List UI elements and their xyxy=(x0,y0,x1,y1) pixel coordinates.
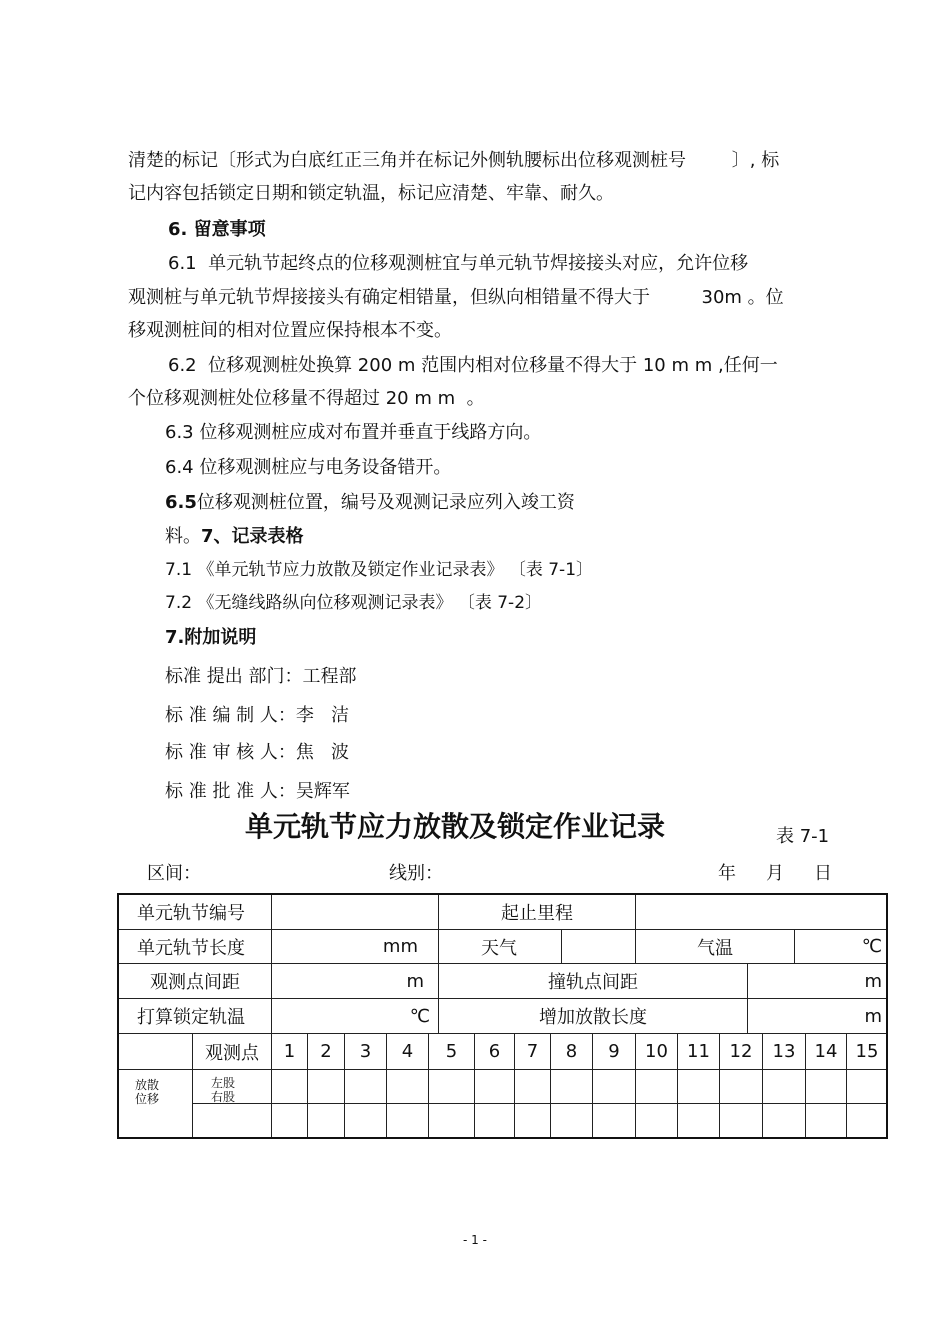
section-heading: 6. 留意事项 xyxy=(168,219,266,240)
month-label: 月 xyxy=(766,863,784,884)
obs-point-header: 14 xyxy=(805,1033,847,1070)
cell-obs-spacing-label: 观测点间距 xyxy=(118,963,272,999)
obs-point-header: 2 xyxy=(307,1033,345,1070)
obs-value-cell[interactable] xyxy=(592,1103,636,1138)
obs-point-header: 9 xyxy=(592,1033,636,1070)
cell-blank xyxy=(118,1033,193,1070)
obs-value-cell[interactable] xyxy=(386,1103,429,1138)
year-label: 年 xyxy=(718,863,736,884)
cell-mileage-value[interactable] xyxy=(635,894,887,930)
obs-value-cell[interactable] xyxy=(474,1069,515,1104)
paragraph-line: 6.1 单元轨节起终点的位移观测桩宜与单元轨节焊接接头对应，允许位移 xyxy=(168,253,749,274)
cell-unit-length-value[interactable]: mm xyxy=(271,929,439,964)
obs-value-cell[interactable] xyxy=(762,1103,806,1138)
line-label: 线别： xyxy=(389,863,443,884)
paragraph-line: 清楚的标记〔形式为白底红正三角并在标记外侧轨腰标出位移观测桩号 〕, 标 xyxy=(128,150,780,171)
cell-blank xyxy=(192,1103,272,1138)
cell-weather-value[interactable] xyxy=(561,929,636,964)
paragraph-line: 6.2 位移观测桩处换算 200 m 范围内相对位移量不得大于 10 m m ,任何一 xyxy=(168,355,778,376)
obs-value-cell[interactable] xyxy=(846,1069,888,1104)
paragraph-line: 移观测桩间的相对位置应保持根本不变。 xyxy=(128,320,452,341)
page-number: - 1 - xyxy=(463,1233,487,1247)
cell-unit-no-label: 单元轨节编号 xyxy=(118,894,272,930)
cell-hit-spacing-label: 撞轨点间距 xyxy=(438,963,748,999)
section-heading: 7.附加说明 xyxy=(165,627,257,648)
obs-value-cell[interactable] xyxy=(677,1103,720,1138)
obs-point-header: 8 xyxy=(550,1033,593,1070)
cell-hit-spacing-value[interactable]: m xyxy=(747,963,887,999)
paragraph-line: 6.3 位移观测桩应成对布置并垂直于线路方向。 xyxy=(165,422,542,443)
obs-point-header: 5 xyxy=(428,1033,475,1070)
cell-unit-length-label: 单元轨节长度 xyxy=(118,929,272,964)
item-number: 6.5 xyxy=(165,492,197,513)
day-label: 日 xyxy=(814,863,832,884)
paragraph-line: 标 准 编 制 人：李 洁 xyxy=(165,705,350,726)
paragraph-line: 标准 提出 部门：工程部 xyxy=(165,666,357,687)
obs-value-cell[interactable] xyxy=(271,1103,308,1138)
obs-value-cell[interactable] xyxy=(344,1103,387,1138)
cell-plan-temp-value[interactable]: ℃ xyxy=(271,998,439,1034)
obs-value-cell[interactable] xyxy=(805,1103,847,1138)
paragraph-line: 记内容包括锁定日期和锁定轨温，标记应清楚、牢靠、耐久。 xyxy=(128,183,614,204)
obs-value-cell[interactable] xyxy=(719,1069,763,1104)
paragraph-line: 7.1 《单元轨节应力放散及锁定作业记录表》 〔表 7-1〕 xyxy=(165,560,594,580)
cell-extra-length-value[interactable]: m xyxy=(747,998,887,1034)
obs-value-cell[interactable] xyxy=(307,1069,345,1104)
item-text: 位移观测桩位置，编号及观测记录应列入竣工资 xyxy=(196,492,575,513)
obs-value-cell[interactable] xyxy=(550,1103,593,1138)
cell-release-disp-label: 放散 位移 xyxy=(118,1069,193,1138)
obs-value-cell[interactable] xyxy=(805,1069,847,1104)
obs-value-cell[interactable] xyxy=(474,1103,515,1138)
form-title: 单元轨节应力放散及锁定作业记录 xyxy=(245,810,666,843)
obs-point-header: 15 xyxy=(846,1033,888,1070)
obs-value-cell[interactable] xyxy=(386,1069,429,1104)
obs-point-header: 4 xyxy=(386,1033,429,1070)
paragraph-line: 标 准 批 准 人：吴辉军 xyxy=(165,781,350,802)
cell-mileage-label: 起止里程 xyxy=(438,894,636,930)
obs-value-cell[interactable] xyxy=(307,1103,345,1138)
obs-value-cell[interactable] xyxy=(592,1069,636,1104)
obs-value-cell[interactable] xyxy=(514,1069,551,1104)
cell-obs-spacing-value[interactable]: m xyxy=(271,963,439,999)
obs-value-cell[interactable] xyxy=(719,1103,763,1138)
cell-weather-label: 天气 xyxy=(438,929,562,964)
obs-value-cell[interactable] xyxy=(846,1103,888,1138)
paragraph-line: 7.2 《无缝线路纵向位移观测记录表》 〔表 7-2〕 xyxy=(165,593,543,613)
obs-value-cell[interactable] xyxy=(428,1103,475,1138)
obs-point-header: 1 xyxy=(271,1033,308,1070)
table-number: 表 7-1 xyxy=(776,826,830,847)
obs-value-cell[interactable] xyxy=(271,1069,308,1104)
obs-value-cell[interactable] xyxy=(550,1069,593,1104)
cell-plan-temp-label: 打算锁定轨温 xyxy=(118,998,272,1034)
cell-unit-no-value[interactable] xyxy=(271,894,439,930)
item-text: 料。 xyxy=(165,526,201,547)
obs-value-cell[interactable] xyxy=(428,1069,475,1104)
obs-point-header: 13 xyxy=(762,1033,806,1070)
obs-value-cell[interactable] xyxy=(762,1069,806,1104)
obs-point-header: 3 xyxy=(344,1033,387,1070)
paragraph-line: 6.4 位移观测桩应与电务设备错开。 xyxy=(165,457,452,478)
obs-point-header: 6 xyxy=(474,1033,515,1070)
paragraph-line: 个位移观测桩处位移量不得超过 20 m m 。 xyxy=(128,388,485,409)
cell-left-right-label: 左股 右股 xyxy=(192,1069,272,1104)
cell-air-temp-value[interactable]: ℃ xyxy=(794,929,887,964)
paragraph-line xyxy=(165,525,304,549)
obs-value-cell[interactable] xyxy=(635,1103,678,1138)
obs-value-cell[interactable] xyxy=(677,1069,720,1104)
paragraph-line: 观测桩与单元轨节焊接接头有确定相错量，但纵向相错量不得大于 30m 。位 xyxy=(128,287,784,308)
obs-value-cell[interactable] xyxy=(344,1069,387,1104)
obs-point-header: 7 xyxy=(514,1033,551,1070)
paragraph-line: 标 准 审 核 人：焦 波 xyxy=(165,742,350,763)
cell-obs-point-label: 观测点 xyxy=(192,1033,272,1070)
obs-value-cell[interactable] xyxy=(514,1103,551,1138)
cell-air-temp-label: 气温 xyxy=(635,929,795,964)
obs-point-header: 12 xyxy=(719,1033,763,1070)
paragraph-line xyxy=(165,491,575,515)
section-heading: 7、记录表格 xyxy=(201,526,304,547)
obs-point-header: 10 xyxy=(635,1033,678,1070)
obs-value-cell[interactable] xyxy=(635,1069,678,1104)
cell-extra-length-label: 增加放散长度 xyxy=(438,998,748,1034)
obs-point-header: 11 xyxy=(677,1033,720,1070)
section-label: 区间： xyxy=(147,863,201,884)
